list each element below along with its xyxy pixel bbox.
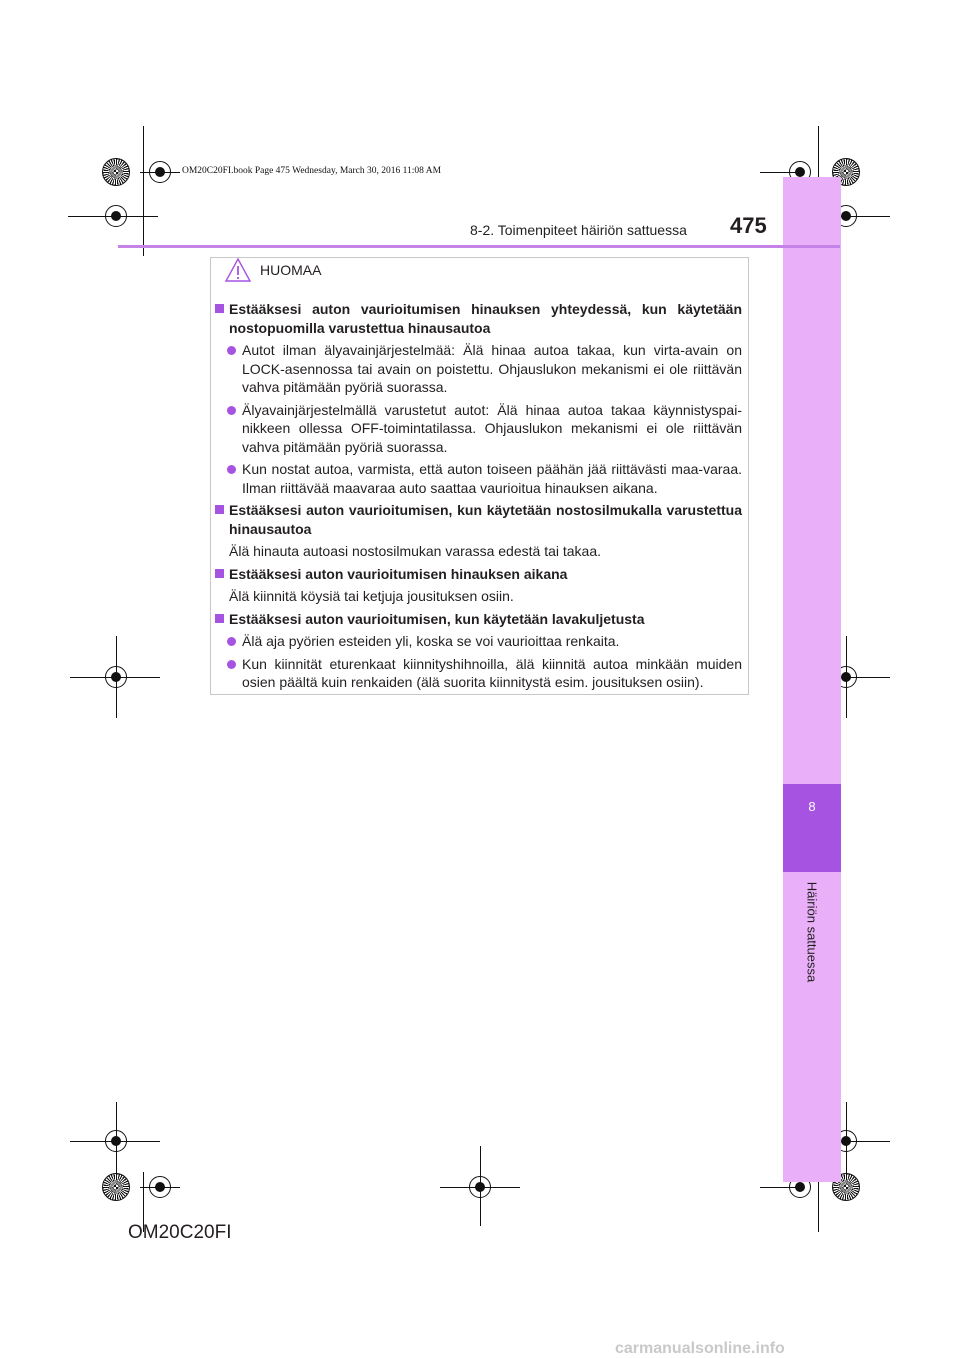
registration-mark-icon: [145, 157, 175, 187]
section-title: 8-2. Toimenpiteet häiriön sattuessa: [470, 222, 687, 238]
round-bullet-icon: [227, 465, 236, 474]
caution-content: [215, 300, 742, 696]
round-bullet-icon: [227, 406, 236, 415]
section-heading: Estääksesi auton vaurioitumisen, kun käytetään lavakuljetusta: [215, 610, 742, 629]
chapter-side-tab: [783, 177, 841, 1182]
list-item: Autot ilman älyavainjärjestelmää: Älä hinaa autoa takaa, kun virta-avain on LOCK-asennossa tai avain on poistettu. Ohjauslukon mekanismi ei ole riittävän vahva pitämään pyöriä suorassa.: [215, 341, 742, 397]
caution-section: [215, 300, 742, 497]
registration-mark-icon: [101, 201, 131, 231]
warning-triangle-icon: [225, 258, 251, 282]
sunburst-mark-icon: [102, 158, 130, 186]
section-text: Älä hinauta autoasi nostosilmukan varassa edestä tai takaa.: [229, 543, 602, 559]
registration-mark-icon: [145, 1172, 175, 1202]
section-heading: Estääksesi auton vaurioitumisen hinauksen aikana: [215, 565, 742, 584]
sunburst-mark-icon: [102, 1173, 130, 1201]
list-item: Älä aja pyörien esteiden yli, koska se voi vaurioittaa renkaita.: [215, 632, 742, 651]
square-bullet-icon: [215, 304, 224, 313]
crop-line: [143, 126, 144, 256]
book-info: OM20C20FI.book Page 475 Wednesday, March 30, 2016 11:08 AM: [182, 166, 442, 176]
round-bullet-icon: [227, 637, 236, 646]
header-rule: [118, 245, 840, 248]
chapter-number-box: [783, 784, 841, 872]
square-bullet-icon: [215, 614, 224, 623]
registration-mark-icon: [101, 662, 131, 692]
chapter-number: 8: [808, 799, 816, 814]
list-item: Kun nostat autoa, varmista, että auton toiseen päähän jää riittävästi maa-varaa. Ilman riittävää maavaraa auto saattaa vaurioitua hinauksen aikana.: [215, 460, 742, 497]
caution-section: [215, 565, 742, 606]
list-item: Kun kiinnität eturenkaat kiinnityshihnoilla, älä kiinnitä autoa minkään muiden osien päältä kuin renkaiden (älä suorita kiinnitystä esim. jousituksen osiin).: [215, 655, 742, 692]
section-heading: Estääksesi auton vaurioitumisen, kun käytetään nostosilmukalla varustettua hinausautoa: [215, 501, 742, 538]
round-bullet-icon: [227, 660, 236, 669]
page-number: 475: [730, 213, 767, 238]
list-item: Älyavainjärjestelmällä varustetut autot: Älä hinaa autoa takaa käynnistyspai-nikkeen ollessa OFF-toimintatilassa. Ohjauslukon mekanismi ei ole riittävän vahva pitämään pyöriä suorassa.: [215, 401, 742, 457]
round-bullet-icon: [227, 346, 236, 355]
caution-section: [215, 610, 742, 692]
caution-section: [215, 501, 742, 561]
footer-code: OM20C20FI: [128, 1222, 232, 1243]
watermark: carmanualsonline.info: [615, 1340, 785, 1357]
section-heading: Estääksesi auton vaurioitumisen hinauksen yhteydessä, kun käytetään nostopuomilla varustettua hinausautoa: [215, 300, 742, 337]
caution-title: HUOMAA: [260, 262, 322, 278]
registration-mark-icon: [465, 1172, 495, 1202]
registration-mark-icon: [101, 1126, 131, 1156]
square-bullet-icon: [215, 505, 224, 514]
section-text: Älä kiinnitä köysiä tai ketjuja jousituksen osiin.: [229, 588, 514, 604]
square-bullet-icon: [215, 569, 224, 578]
chapter-label: Häiriön sattuessa: [804, 881, 820, 983]
